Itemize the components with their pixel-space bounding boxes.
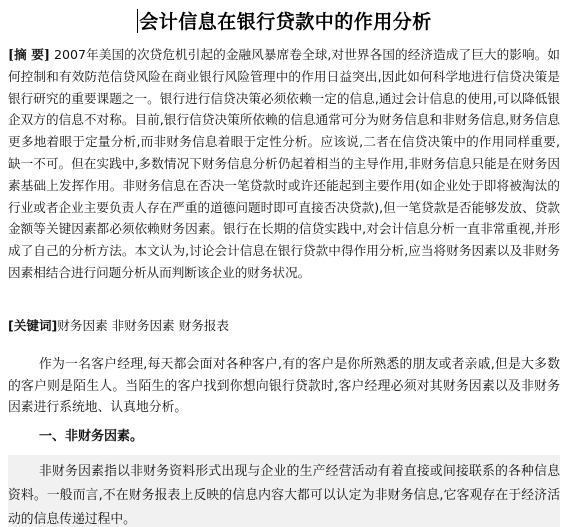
section-heading: 一、非财务因素。 bbox=[39, 429, 144, 444]
intro-paragraph: 作为一名客户经理,每天都会面对各种客户,有的客户是你所熟悉的朋友或者亲戚,但是大多数的客户则是陌生人。当陌生的客户找到你想向银行贷款时,客户经理必须对其财务因素以及非财务因素进行系统地、认真地分析。 bbox=[8, 357, 560, 415]
page-title: 会计信息在银行贷款中的作用分析 bbox=[139, 11, 432, 33]
abstract-paragraph bbox=[8, 44, 560, 284]
text-cursor bbox=[137, 9, 138, 33]
keywords-line bbox=[8, 315, 560, 336]
keywords-text: 财务因素 非财务因素 财务报表 bbox=[57, 318, 230, 333]
title-row bbox=[0, 8, 569, 36]
abstract-text: 2007年美国的次贷危机引起的金融风暴席卷全球,对世界各国的经济造成了巨大的影响。如何控制和有效防范信贷风险在商业银行风险管理中的作用日益突出,因此如何科学地进行信贷决策是银行研究的重要课题之一。银行进行信贷决策必须依赖一定的信息,通过会计信息的使用,可以降低银企双方的信息不对称。目前,银行信贷决策所依赖的信息通常可分为财务信息和非财务信息,财务信息更多地着眼于定量分析,而非财务信息着眼于定性分析。应该说,二者在信贷决策中的作用同样重要,缺一不可。但在实践中,多数情况下财务信息分析仍起着相当的主导作用,非财务信息只能是在财务因素基础上发挥作用。非财务信息在否决一笔贷款时或许还能起到主要作用(如企业处于即将被淘汰的行业或者企业主要负责人存在严重的道德问题时即可直接否决贷款),但一笔贷款是否能够发放、贷款金额等关键因素都必须依赖财务因素。银行在长期的信贷实践中,对会计信息分析一直非常重视,并形成了自己的分析方法。本文认为,讨论会计信息在银行贷款中得作用分析,应当将财务因素以及非财务因素相结合进行问题分析从而判断该企业的财务状况。 bbox=[8, 47, 560, 280]
abstract-label: [摘 要] bbox=[8, 47, 50, 62]
section-paragraph: 非财务因素指以非财务资料形式出现与企业的生产经营活动有着直接或间接联系的各种信息资料。一般而言,不在财务报表上反映的信息内容大都可以认定为非财务信息,它客观存在于经济活动的信息传递过程中。 bbox=[8, 464, 560, 527]
keywords-label: [关键词] bbox=[8, 318, 58, 333]
